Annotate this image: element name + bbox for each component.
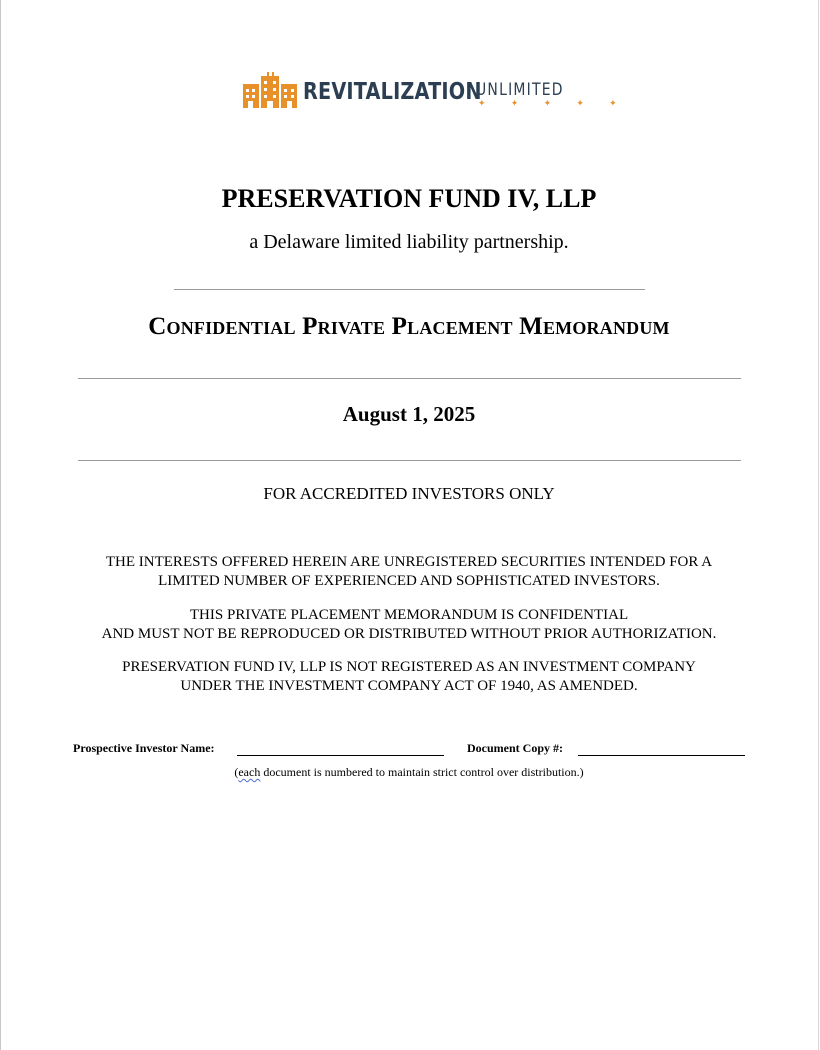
document-subtitle: a Delaware limited liability partnership.: [249, 231, 569, 253]
logo-wordmark: REVITALIZATION: [303, 77, 482, 105]
notice-line: THIS PRIVATE PLACEMENT MEMORANDUM IS CONFIDENTIAL: [189, 607, 629, 623]
audience-notice: FOR ACCREDITED INVESTORS ONLY: [263, 484, 555, 503]
notice-line: THE INTERESTS OFFERED HEREIN ARE UNREGISTERED SECURITIES INTENDED FOR A: [105, 554, 713, 570]
divider: [78, 378, 741, 379]
page-edge: [0, 0, 1, 1050]
investor-name-field[interactable]: [237, 755, 444, 756]
distribution-footnote: [0, 765, 818, 780]
divider: [78, 460, 741, 461]
notice-line: LIMITED NUMBER OF EXPERIENCED AND SOPHISTICATED INVESTORS.: [158, 573, 660, 589]
notice-line: UNDER THE INVESTMENT COMPANY ACT OF 1940, AS AMENDED.: [180, 678, 638, 694]
footnote-text: document is numbered to maintain strict control over distribution.): [260, 765, 584, 779]
legal-notice: [0, 606, 818, 644]
buildings-icon: [243, 72, 299, 108]
investor-name-label: Prospective Investor Name:: [73, 741, 215, 755]
memorandum-title: Confidential Private Placement Memorandum: [148, 313, 670, 340]
logo-wordmark-suffix: UNLIMITED: [476, 80, 564, 100]
document-title: PRESERVATION FUND IV, LLP: [221, 184, 597, 213]
copy-number-field[interactable]: [578, 755, 745, 756]
footnote-open: (: [234, 765, 239, 779]
notice-line: PRESERVATION FUND IV, LLP IS NOT REGISTERED AS AN INVESTMENT COMPANY: [122, 659, 696, 675]
divider: [174, 289, 645, 290]
spellcheck-word: each: [238, 765, 261, 779]
notice-line: AND MUST NOT BE REPRODUCED OR DISTRIBUTED WITHOUT PRIOR AUTHORIZATION.: [101, 626, 717, 642]
logo-stars: ✦ ✦ ✦ ✦ ✦: [478, 98, 629, 108]
page-edge: [818, 0, 819, 1050]
legal-notice: [0, 553, 818, 591]
document-date: August 1, 2025: [342, 402, 476, 426]
copy-number-label: Document Copy #:: [467, 741, 563, 755]
legal-notice: [0, 658, 818, 696]
